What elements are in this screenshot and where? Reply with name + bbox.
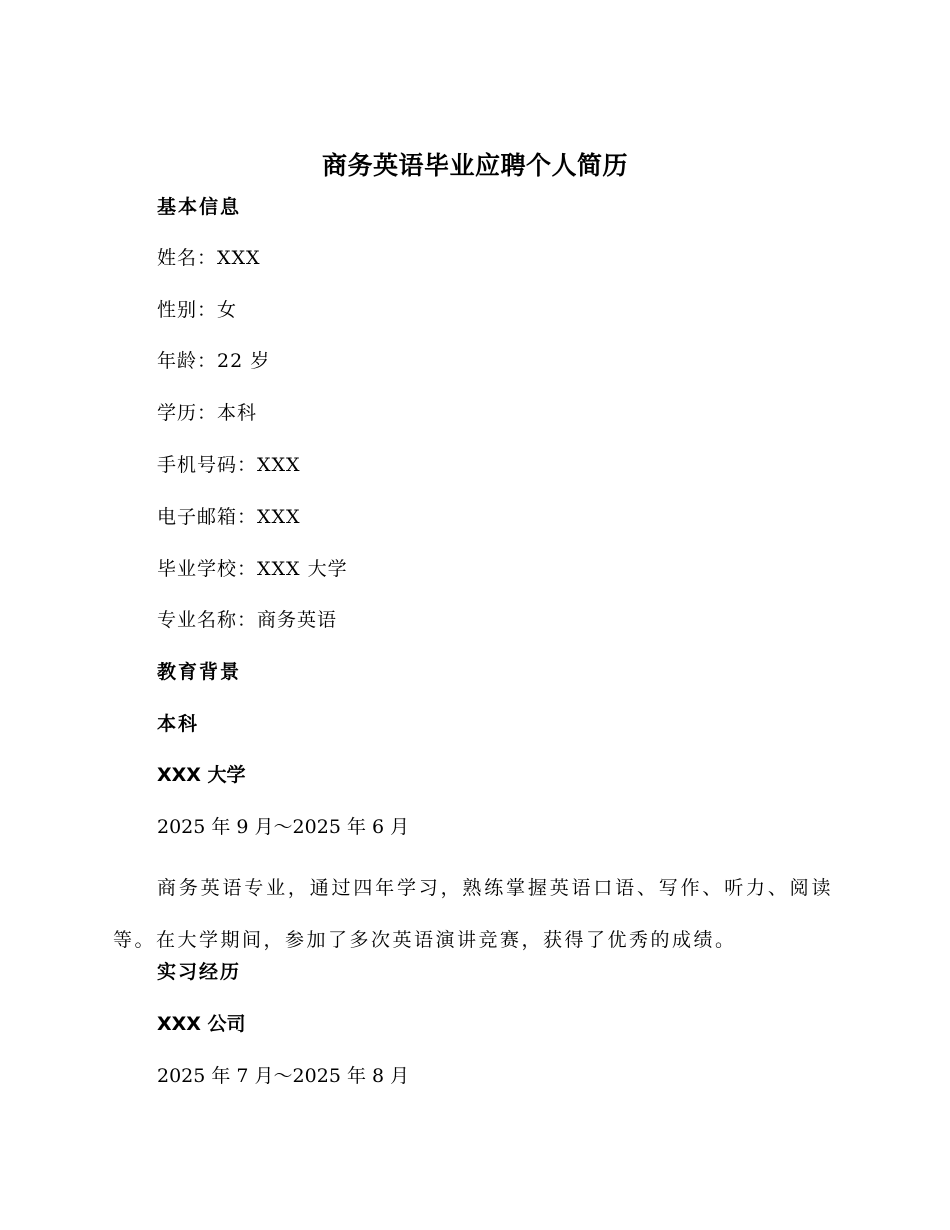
education-degree: 本科 (157, 713, 200, 735)
section-heading-internship: 实习经历 (157, 961, 242, 983)
field-age: 年龄：22 岁 (157, 350, 271, 372)
field-gender: 性别：女 (157, 299, 238, 321)
education-description: 商务英语专业，通过四年学习，熟练掌握英语口语、写作、听力、阅读等。在大学期间，参加了多次英语演讲竞赛，获得了优秀的成绩。 (113, 877, 833, 951)
field-school: 毕业学校：XXX 大学 (157, 558, 348, 580)
field-major: 专业名称：商务英语 (157, 609, 338, 631)
section-heading-education: 教育背景 (157, 661, 242, 683)
page-title: 商务英语毕业应聘个人简历 (321, 151, 628, 180)
education-school: XXX 大学 (157, 764, 246, 786)
internship-company: XXX 公司 (157, 1013, 246, 1035)
field-email: 电子邮箱：XXX (157, 506, 301, 528)
field-phone: 手机号码：XXX (157, 454, 301, 476)
education-period: 2025 年 9 月～2025 年 6 月 (157, 816, 410, 838)
section-heading-basic-info: 基本信息 (157, 196, 242, 218)
field-education-level: 学历：本科 (157, 402, 258, 424)
internship-period: 2025 年 7 月～2025 年 8 月 (157, 1065, 410, 1087)
field-name: 姓名：XXX (157, 247, 261, 269)
